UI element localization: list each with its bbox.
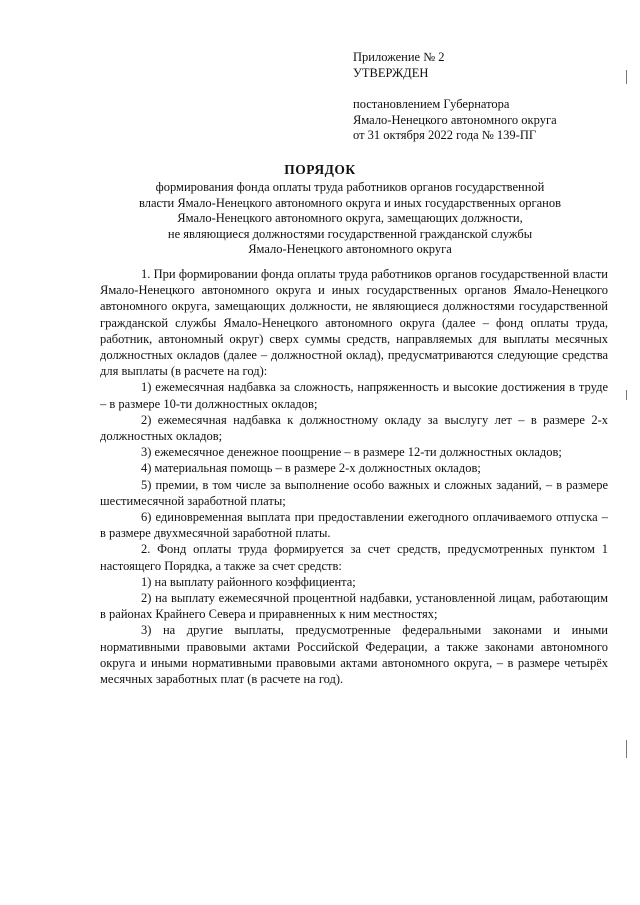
list-item: 4) материальная помощь – в размере 2-х должностных окладов;: [141, 461, 481, 476]
document-title: ПОРЯДОК: [284, 162, 356, 177]
approval-block: [353, 50, 623, 144]
subtitle-line: власти Ямало-Ненецкого автономного округа и иных государственных органов: [139, 195, 561, 210]
list-item: 1) ежемесячная надбавка за сложность, напряженность и высокие достижения в труде – в размере 10-ти должностных окладов;: [100, 380, 608, 411]
scan-artifact: [626, 390, 627, 400]
scan-artifact: [626, 70, 627, 84]
scan-artifact: [626, 740, 627, 758]
paragraph: 1. При формировании фонда оплаты труда работников органов государственной власти Ямало-Ненецкого автономного округа и иных государственных органов Ямало-Ненецкого автономного округа, замещающих должности, не являющиеся должностями государственной гражданской службы Ямало-Ненецкого автономного округа (далее – фонд оплаты труда, работник, автономный округ) сверх суммы средств, направляемых для выплаты месячных должностных окладов (далее – должностной оклад), предусматриваются следующие средства для выплаты (в расчете на год):: [100, 267, 608, 379]
resolution-date: от 31 октября 2022 года № 139-ПГ: [353, 128, 537, 142]
list-item: 3) на другие выплаты, предусмотренные федеральными законами и иными нормативными правовыми актами Российской Федерации, а также законами автономного округа и иными нормативными правовыми актами автономного округа, – в размере четырёх месячных заработных плат (в расчете на год).: [100, 623, 608, 687]
list-item: 2) ежемесячная надбавка к должностному окладу за выслугу лет – в размере 2-х должностных окладов;: [100, 412, 608, 444]
subtitle-line: не являющиеся должностями государственной гражданской службы: [167, 226, 533, 241]
document-body: [100, 266, 608, 687]
list-item: 3) ежемесячное денежное поощрение – в размере 12-ти должностных окладов;: [141, 445, 562, 460]
subtitle-line: Ямало-Ненецкого автономного округа: [248, 242, 452, 256]
appendix-number: Приложение № 2: [353, 50, 445, 64]
resolution-line: постановлением Губернатора: [353, 97, 510, 111]
document-subtitle: [60, 180, 640, 258]
list-item: 2) на выплату ежемесячной процентной надбавки, установленной лицам, работающим в районах Крайнего Севера и приравненных к ним местностях;: [100, 591, 608, 622]
list-item: 6) единовременная выплата при предоставлении ежегодного оплачиваемого отпуска – в размере двухмесячной заработной платы.: [100, 510, 608, 541]
list-item: 5) премии, в том числе за выполнение особо важных и сложных заданий, – в размере шестимесячной заработной платы;: [100, 477, 608, 508]
subtitle-line: формирования фонда оплаты труда работников органов государственной: [155, 180, 545, 194]
region-line: Ямало-Ненецкого автономного округа: [353, 112, 557, 127]
list-item: 1) на выплату районного коэффициента;: [141, 574, 356, 589]
paragraph: 2. Фонд оплаты труда формируется за счет средств, предусмотренных пунктом 1 настоящего Порядка, а также за счет средств:: [100, 542, 608, 573]
approved-label: УТВЕРЖДЕН: [353, 65, 429, 80]
subtitle-line: Ямало-Ненецкого автономного округа, замещающих должности,: [177, 211, 523, 225]
